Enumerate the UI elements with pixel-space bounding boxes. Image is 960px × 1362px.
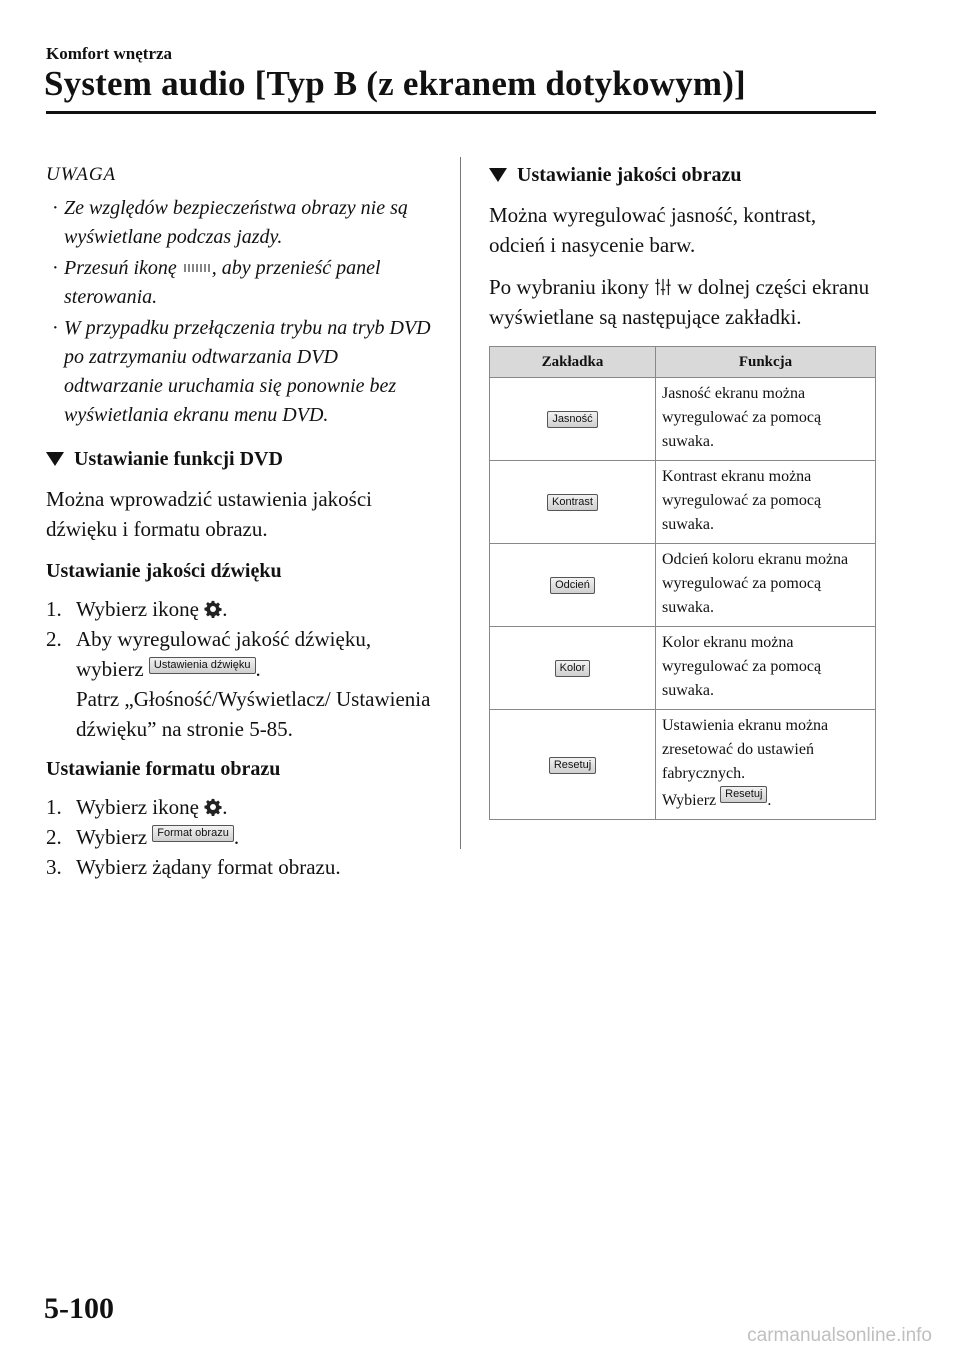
step: [46, 792, 436, 822]
step-number: 1.: [46, 597, 62, 621]
section-label: Komfort wnętrza: [46, 44, 173, 63]
heading-text: Ustawianie jakości obrazu: [517, 164, 742, 186]
table-header-row: [490, 347, 876, 378]
note-text: Przesuń ikonę: [64, 257, 177, 279]
table-row: [490, 627, 876, 710]
step-reference: Patrz „Głośność/Wyświetlacz/ Ustawienia dźwięku” na stronie 5-85.: [76, 687, 431, 741]
note-text: W przypadku przełączenia trybu na tryb DVD po zatrzymaniu odtwarzania DVD odtwarzanie uruchamia się ponownie bez wyświetlania ekranu menu DVD.: [64, 317, 431, 426]
tab-color-button[interactable]: Kolor: [555, 660, 591, 677]
reset-button[interactable]: Resetuj: [720, 786, 767, 803]
dvd-settings-heading: [46, 444, 436, 474]
note-item: [46, 194, 436, 252]
triangle-icon: [489, 168, 507, 182]
step: [46, 822, 436, 852]
step-text: Wybierz żądany format obrazu.: [76, 855, 341, 879]
sound-quality-heading: Ustawianie jakości dźwięku: [46, 560, 282, 582]
watermark: carmanualsonline.info: [747, 1325, 932, 1346]
grip-handle-icon: [182, 263, 212, 273]
function-cell: Jasność ekranu można wyregulować za pomocą suwaka.: [656, 378, 876, 461]
sound-settings-button[interactable]: Ustawienia dźwięku: [149, 657, 256, 674]
note-list: [46, 194, 436, 430]
function-cell: Odcień koloru ekranu można wyregulować za pomocą suwaka.: [656, 544, 876, 627]
step-text: Aby wyregulować jakość dźwięku, wybierz: [76, 627, 372, 681]
tabs-table: [489, 346, 876, 820]
bullet-icon: ·: [52, 257, 59, 279]
punct: .: [233, 825, 240, 849]
column-header: Zakładka: [490, 347, 656, 378]
column-header: Funkcja: [656, 347, 876, 378]
step-text: Wybierz: [76, 825, 148, 849]
tab-cell: [490, 710, 656, 820]
step-text: Wybierz ikonę: [76, 795, 199, 819]
punct: .: [222, 597, 228, 621]
function-text: Ustawienia ekranu można zresetować do ustawień fabrycznych.: [662, 717, 829, 782]
step-number: 1.: [46, 795, 62, 819]
dvd-intro: Można wprowadzić ustawienia jakości dźwięku i formatu obrazu.: [46, 487, 372, 541]
sliders-icon: [654, 278, 672, 296]
step-text: Wybierz ikonę: [76, 597, 199, 621]
image-quality-intro-2: [489, 272, 877, 332]
gear-icon: [204, 600, 222, 618]
table-row: [490, 544, 876, 627]
tab-tint-button[interactable]: Odcień: [550, 577, 595, 594]
step-number: 2.: [46, 825, 62, 849]
image-quality-intro: Można wyregulować jasność, kontrast, odcień i nasycenie barw.: [489, 203, 817, 257]
tab-brightness-button[interactable]: Jasność: [547, 411, 597, 428]
bullet-icon: ·: [52, 317, 59, 339]
note-title: UWAGA: [46, 164, 117, 185]
image-quality-heading: [489, 160, 877, 190]
step: [46, 594, 436, 624]
step-number: 3.: [46, 855, 62, 879]
bullet-icon: ·: [52, 197, 59, 219]
image-format-button[interactable]: Format obrazu: [152, 825, 234, 842]
left-column: [46, 160, 436, 892]
image-format-heading: Ustawianie formatu obrazu: [46, 758, 281, 780]
title-rule: [46, 111, 876, 114]
note-text: , aby przenieść panel sterowania.: [64, 257, 381, 308]
function-cell: [656, 710, 876, 820]
table-row: [490, 378, 876, 461]
function-text: Wybierz: [662, 792, 717, 809]
page-title: System audio [Typ B (z ekranem dotykowym)]: [44, 64, 746, 103]
function-cell: Kontrast ekranu można wyregulować za pomocą suwaka.: [656, 461, 876, 544]
tab-contrast-button[interactable]: Kontrast: [547, 494, 598, 511]
tab-cell: [490, 627, 656, 710]
tab-reset-button[interactable]: Resetuj: [549, 757, 596, 774]
punct: .: [255, 657, 261, 681]
note-text: Ze względów bezpieczeństwa obrazy nie są wyświetlane podczas jazdy.: [64, 197, 408, 248]
step: [46, 852, 436, 882]
step: [46, 624, 436, 744]
table-row: [490, 461, 876, 544]
intro-text: w dolnej części ekranu wyświetlane są następujące zakładki.: [489, 275, 870, 329]
page-number: 5-100: [44, 1292, 114, 1325]
function-cell: Kolor ekranu można wyregulować za pomocą suwaka.: [656, 627, 876, 710]
table-row: [490, 710, 876, 820]
note-item: [46, 254, 436, 312]
sound-steps: [46, 594, 436, 744]
column-divider: [460, 157, 461, 849]
right-column: [489, 160, 877, 820]
tab-cell: [490, 461, 656, 544]
step-number: 2.: [46, 627, 62, 651]
tab-cell: [490, 544, 656, 627]
intro-text: Po wybraniu ikony: [489, 275, 649, 299]
note-item: [46, 314, 436, 430]
punct: .: [767, 792, 772, 809]
tab-cell: [490, 378, 656, 461]
triangle-icon: [46, 452, 64, 466]
gear-icon: [204, 798, 222, 816]
punct: .: [222, 795, 228, 819]
heading-text: Ustawianie funkcji DVD: [74, 448, 283, 470]
format-steps: [46, 792, 436, 882]
